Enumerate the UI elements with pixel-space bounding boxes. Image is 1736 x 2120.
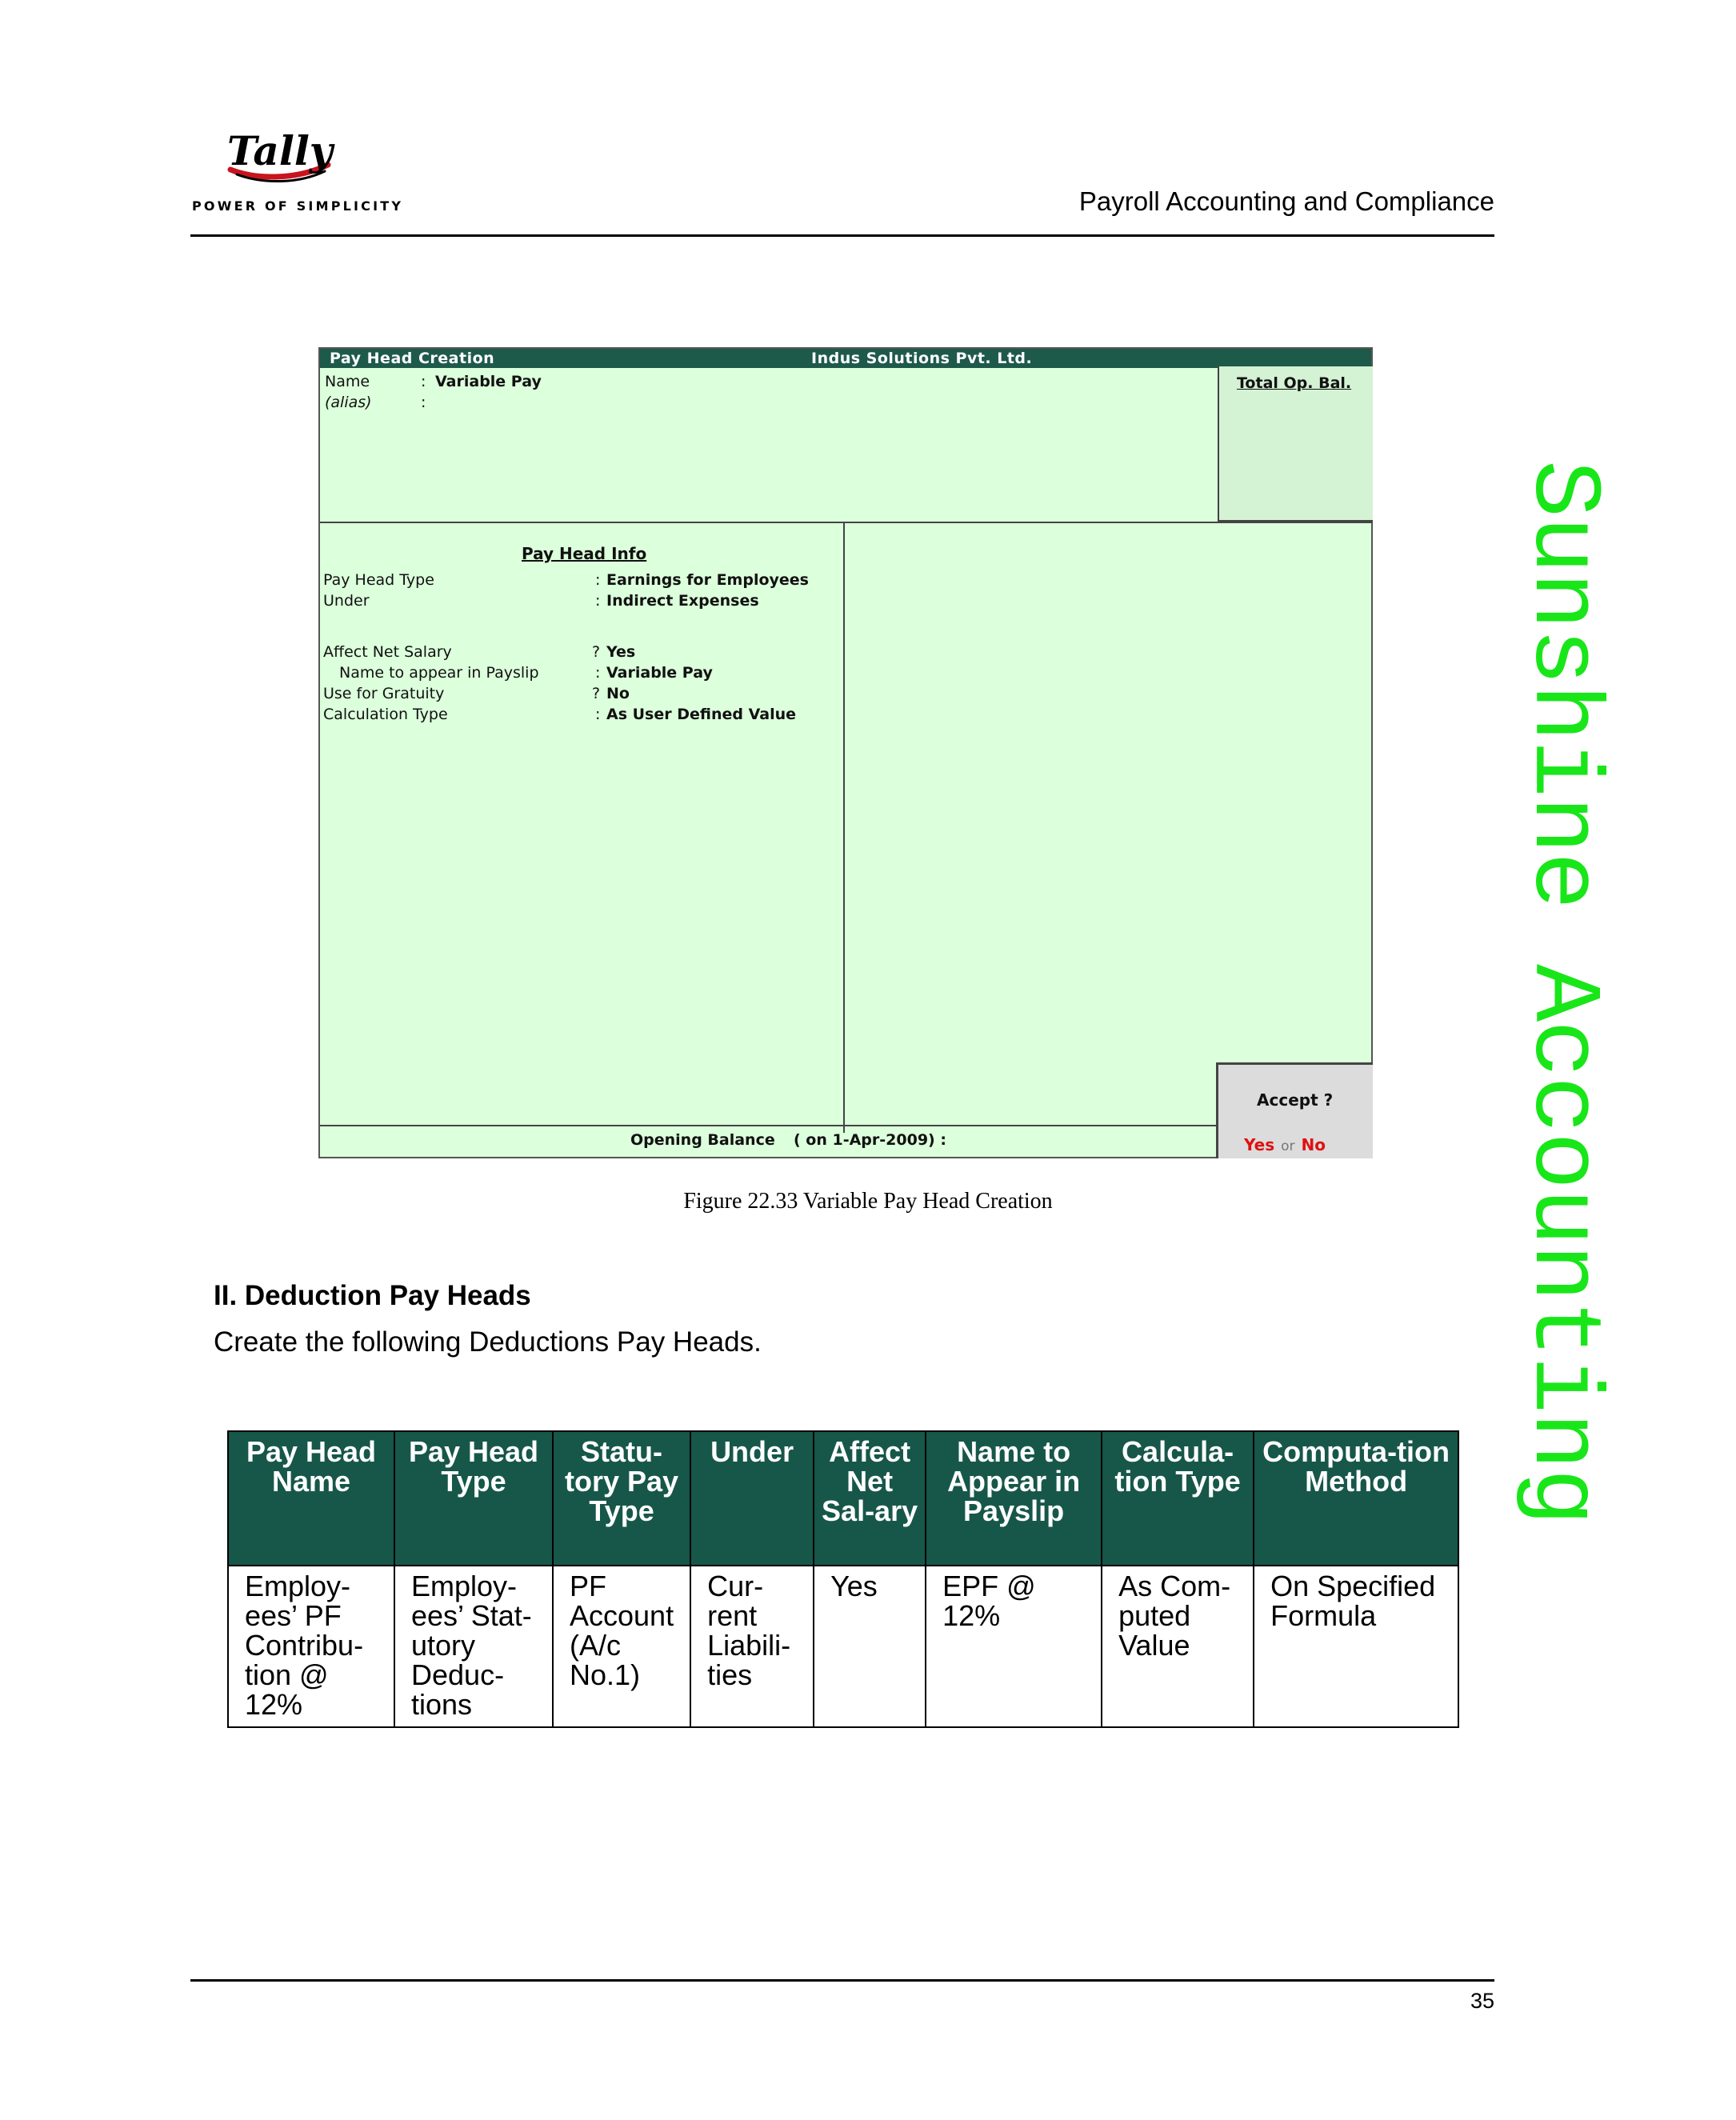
accept-dialog [1216, 1062, 1373, 1158]
upper-divider [320, 522, 1373, 523]
table-cell: Yes [814, 1566, 926, 1727]
column-divider [843, 522, 845, 1133]
column-header: Statu-tory Pay Type [553, 1431, 690, 1566]
pay-head-info-title: Pay Head Info [522, 544, 647, 563]
table-cell: EPF @ 12% [926, 1566, 1102, 1727]
name-input[interactable]: Variable Pay [435, 373, 542, 390]
column-header: Calcula-tion Type [1102, 1431, 1254, 1566]
alias-label: (alias) [325, 394, 372, 411]
opening-balance-label: Opening Balance [630, 1131, 775, 1149]
column-header: Pay Head Name [228, 1431, 394, 1566]
pay-head-type-value[interactable]: Earnings for Employees [606, 571, 809, 589]
section-heading: II. Deduction Pay Heads [214, 1280, 531, 1311]
name-in-payslip-value[interactable]: Variable Pay [606, 664, 713, 682]
table-row [228, 1566, 1458, 1727]
chapter-title: Payroll Accounting and Compliance [1078, 186, 1494, 216]
table-cell: PF Account (A/c No.1) [553, 1566, 690, 1727]
column-header: Pay Head Type [394, 1431, 553, 1566]
calculation-type-label: Calculation Type [323, 706, 448, 723]
pay-head-type-label: Pay Head Type [323, 571, 434, 589]
name-separator: : [421, 373, 426, 390]
tally-logo [190, 127, 404, 218]
section-paragraph: Create the following Deductions Pay Heads. [214, 1326, 762, 1358]
logo-tagline: POWER OF SIMPLICITY [192, 198, 404, 214]
use-for-gratuity-value[interactable]: No [606, 685, 630, 702]
under-separator: : [595, 592, 601, 610]
column-header: Affect Net Sal-ary [814, 1431, 926, 1566]
total-op-bal-label: Total Op. Bal. [1237, 374, 1352, 392]
use-for-gratuity-label: Use for Gratuity [323, 685, 445, 702]
figure-caption: Figure 22.33 Variable Pay Head Creation [683, 1189, 1053, 1214]
footer-divider [190, 1979, 1494, 1982]
calculation-type-value[interactable]: As User Defined Value [606, 706, 797, 723]
under-value[interactable]: Indirect Expenses [606, 592, 759, 610]
affect-net-salary-label: Affect Net Salary [323, 643, 452, 661]
accept-or-text: or [1281, 1138, 1295, 1154]
watermark [1507, 460, 1616, 1684]
screen-title: Pay Head Creation [330, 350, 495, 367]
deduction-pay-heads-table [227, 1430, 1459, 1728]
under-label: Under [323, 592, 370, 610]
screen-title-bar [320, 349, 1371, 368]
affect-net-salary-separator: ? [592, 643, 601, 661]
company-name: Indus Solutions Pvt. Ltd. [811, 350, 1033, 367]
accept-yes-button[interactable]: Yes [1244, 1135, 1275, 1154]
table-cell: Employ-ees’ PF Contribu-tion @ 12% [228, 1566, 394, 1727]
name-in-payslip-label: Name to appear in Payslip [339, 664, 539, 682]
name-in-payslip-separator: : [595, 664, 601, 682]
page-number: 35 [1470, 1989, 1494, 2013]
tally-pay-head-creation-screen [318, 347, 1373, 1158]
use-for-gratuity-separator: ? [592, 685, 601, 702]
calculation-type-separator: : [595, 706, 601, 723]
logo-wordmark: Tally [227, 127, 333, 174]
total-op-bal-panel [1218, 366, 1373, 522]
table-cell: Cur-rent Liabili-ties [690, 1566, 814, 1727]
opening-balance-date: ( on 1-Apr-2009) : [794, 1131, 946, 1149]
table-cell: As Com-puted Value [1102, 1566, 1254, 1727]
alias-input[interactable] [435, 394, 675, 411]
affect-net-salary-value[interactable]: Yes [606, 643, 636, 661]
name-label: Name [325, 373, 370, 390]
header-divider [190, 234, 1494, 237]
table-cell: Employ-ees’ Stat-utory Deduc-tions [394, 1566, 553, 1727]
pay-head-type-separator: : [595, 571, 601, 589]
opening-balance-divider [320, 1125, 1216, 1126]
column-header: Under [690, 1431, 814, 1566]
accept-question: Accept ? [1257, 1090, 1334, 1110]
table-cell: On Specified Formula [1254, 1566, 1458, 1727]
alias-separator: : [421, 394, 426, 411]
tally-logo-mark [222, 128, 334, 192]
column-header: Name to Appear in Payslip [926, 1431, 1102, 1566]
table-header-row [228, 1431, 1458, 1566]
accept-no-button[interactable]: No [1301, 1135, 1326, 1154]
watermark-text: Sunshine Accounting [1507, 460, 1616, 1525]
column-header: Computa-tion Method [1254, 1431, 1458, 1566]
